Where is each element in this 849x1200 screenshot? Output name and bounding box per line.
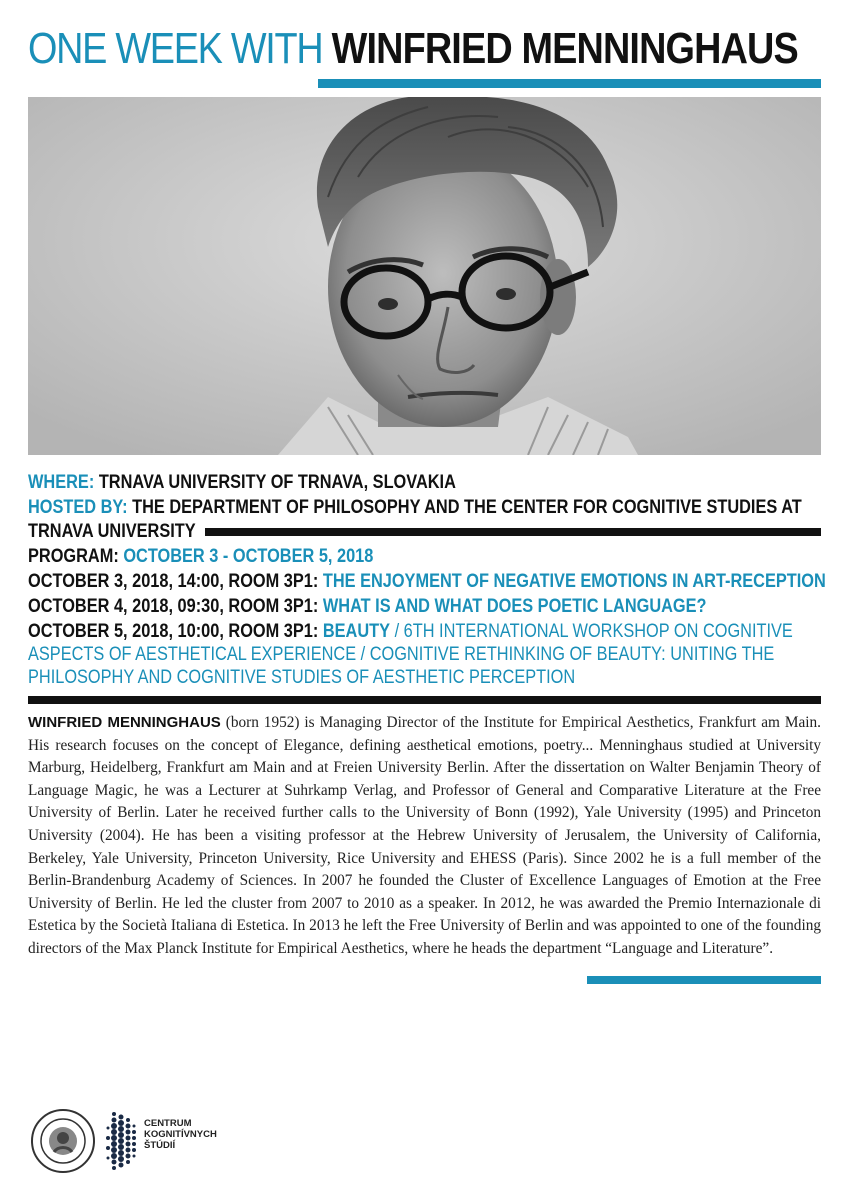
hosted-value-1: THE DEPARTMENT OF PHILOSOPHY AND THE CENTER FOR COGNITIVE STUDIES AT	[132, 497, 802, 518]
center-line-1: CENTRUM	[144, 1118, 192, 1129]
center-logo-text	[144, 1118, 217, 1151]
center-line-2: KOGNITÍVNYCH	[144, 1129, 217, 1140]
program-label: PROGRAM:	[28, 546, 119, 567]
hosted-line-1	[28, 496, 802, 519]
session-3-subtitle-2: ASPECTS OF AESTHETICAL EXPERIENCE / COGNITIVE RETHINKING OF BEAUTY: UNITING THE	[28, 644, 775, 665]
hosted-value-2: TRNAVA UNIVERSITY	[28, 521, 196, 542]
session-1-topic: THE ENJOYMENT OF NEGATIVE EMOTIONS IN ART-RECEPTION	[322, 571, 826, 592]
portrait-illustration	[28, 97, 821, 455]
session-3-when: OCTOBER 5, 2018, 10:00, ROOM 3P1:	[28, 621, 319, 642]
bio-text: (born 1952) is Managing Director of the Institute for Empirical Aesthetics, Frankfurt am Main. His research focuses on the concept of Elegance, defining aesthetical emotions, poetry... Menninghaus studied at University Marburg, Heidelberg, Frankfurt am Main and at Freien University Berlin. After the dissertation on Walter Benjamin Theory of Language Magic, he was a Lecturer at Suhrkamp Verlag, and Professor of General and Comparative Literature at the Free University of Berlin. Later he received further calls to the University of Bonn (1992), Yale University (1995) and Princeton University (2004). He has been a visiting professor at the Hebrew University of Jerusalem, the University of California, Berkeley, Yale University, Princeton University, Rice University and EHESS (Paris). Since 2002 he is a full member of the Berlin-Brandenburg Academy of Sciences. In 2007 he founded the Cluster of Excellence Languages of Emotion at the Free University of Berlin. He led the cluster from 2007 to 2010 as a speaker. In 2012, he was awarded the Premio Internazionale di Estetica by the Società Italiana di Estetica. In 2013 he left the Free University of Berlin and was appointed to one of the founding directors of the Max Planck Institute for Empirical Aesthetics, where he heads the department “Language and Literature”.	[28, 714, 821, 957]
hosted-divider-bar	[205, 528, 821, 536]
session-1-when: OCTOBER 3, 2018, 14:00, ROOM 3P1:	[28, 571, 319, 592]
title-underline-bar	[318, 79, 821, 88]
footer-logos	[30, 1108, 140, 1178]
program-value: OCTOBER 3 - OCTOBER 5, 2018	[123, 546, 374, 567]
where-line	[28, 471, 710, 494]
session-3-line-3	[28, 666, 710, 689]
center-line-3: ŠTÚDIÍ	[144, 1140, 176, 1151]
session-3-topic: BEAUTY	[322, 621, 391, 642]
page-title	[28, 24, 798, 74]
title-bold: WINFRIED MENNINGHAUS	[331, 24, 798, 73]
university-seal-icon	[30, 1108, 140, 1178]
hosted-label: HOSTED BY:	[28, 497, 128, 518]
portrait-photo	[28, 97, 821, 455]
session-3-subtitle-1: / 6TH INTERNATIONAL WORKSHOP ON COGNITIVE	[390, 621, 793, 642]
session-2-topic: WHAT IS AND WHAT DOES POETIC LANGUAGE?	[322, 596, 707, 617]
session-2-when: OCTOBER 4, 2018, 09:30, ROOM 3P1:	[28, 596, 319, 617]
bio-end-bar	[587, 976, 821, 984]
program-line	[28, 545, 710, 568]
session-2	[28, 595, 710, 618]
session-3-subtitle-3: PHILOSOPHY AND COGNITIVE STUDIES OF AESTHETIC PERCEPTION	[28, 667, 576, 688]
biography	[28, 712, 821, 961]
session-3	[28, 620, 793, 643]
session-3-line-2	[28, 643, 775, 666]
bio-name: WINFRIED MENNINGHAUS	[28, 714, 221, 731]
section-divider-bar	[28, 696, 821, 704]
session-1	[28, 570, 826, 593]
title-light: ONE WEEK WITH	[28, 24, 323, 73]
where-label: WHERE:	[28, 472, 95, 493]
where-value: TRNAVA UNIVERSITY OF TRNAVA, SLOVAKIA	[98, 472, 456, 493]
